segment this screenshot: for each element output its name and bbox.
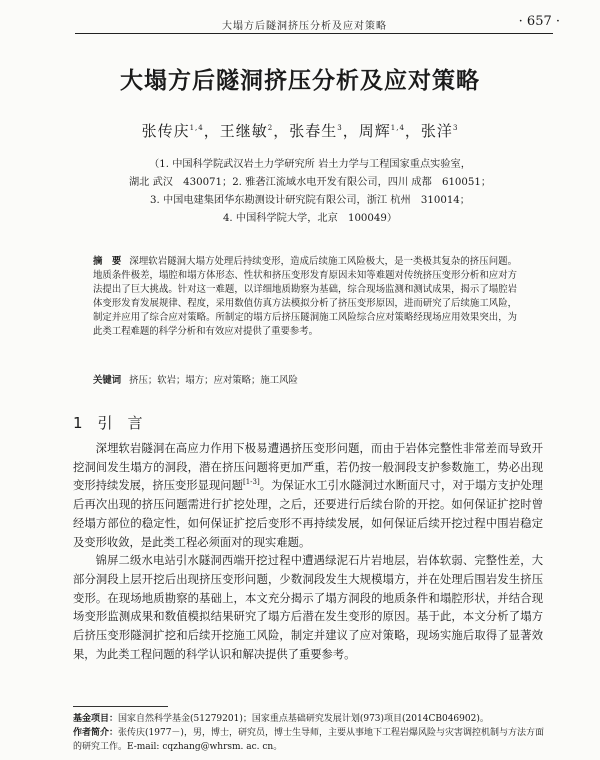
author-affil-sup: 1,4 <box>189 124 204 132</box>
abstract-label: 摘 要 <box>93 256 122 267</box>
abstract <box>93 255 517 339</box>
page-header <box>0 0 600 34</box>
paragraph <box>73 440 543 552</box>
keywords-text: 挤压；软岩；塌方；应对策略；施工风险 <box>129 375 298 386</box>
author-affil-sup: 1,4 <box>390 124 405 132</box>
footnotes <box>73 712 551 754</box>
author-list: 张传庆$^{1,4}$，王继敏$^2$，张春生$^3$，周辉$^{1,4}$，张洋$^3$ <box>141 122 459 140</box>
footnote-rule <box>73 706 168 707</box>
author-affil-sup: 2 <box>267 124 274 132</box>
footnote-funding <box>73 712 551 726</box>
running-title: 大塌方后隧洞挤压分析及应对策略 <box>222 21 387 32</box>
affiliation-line: （1. 中国科学院武汉岩土力学研究所 岩土力学与工程国家重点实验室， <box>149 159 471 170</box>
affiliation-line: 3. 中国电建集团华东勘测设计研究院有限公司，浙江 杭州 310014； <box>150 195 470 206</box>
citation: [1-3] <box>242 478 260 487</box>
author-affil-sup: 3 <box>337 124 343 132</box>
section-heading: 1 引 言 <box>73 414 143 432</box>
header-rule <box>75 33 553 34</box>
author-name: 王继敏 <box>219 122 268 140</box>
keywords <box>93 372 517 386</box>
author-name: 张春生 <box>289 122 338 140</box>
paragraph-text: 深埋软岩隧洞在高应力作用下极易遭遇挤压变形问题，而由于岩体完整性非常差而导致开挖洞间发生塌方的洞段，潜在挤压问题将更加严重，若仍按一般洞段支护参数施工，势必出现变形持续发展，挤压变形显现问题 <box>73 442 543 493</box>
paragraph: 锦屏二级水电站引水隧洞西端开挖过程中遭遇绿泥石片岩地层，岩体软弱、完整性差，大部分洞段上层开挖后出现挤压变形问题，少数洞段发生大规模塌方，并在处理后围岩发生挤压变形。在现场地质勘察的基础上，本文充分揭示了塌方洞段的地质条件和塌腔形状，并结合现场变形监测成果和数值模拟结果研究了塌方后潜在发生变形的原因。基于此，本文分析了塌方后挤压变形隧洞扩挖和后续开挖施工风险，制定并建议了应对策略，现场实施后取得了显著效果，为此类工程问题的科学认识和解决提供了重要参考。 <box>73 554 543 661</box>
footnote-text: 张传庆(1977－)，男，博士，研究员，博士生导师，主要从事地下工程岩爆风险与灾害调控机制与方法方面的研究工作。E-mail: cqzhang@whrsm. ac. cn。 <box>73 728 544 752</box>
keywords-label: 关键词 <box>93 375 122 386</box>
author-name: 张传庆 <box>141 122 190 140</box>
author-name: 张洋 <box>420 122 453 140</box>
paper-title: 大塌方后隧洞挤压分析及应对策略 <box>120 68 480 94</box>
footnote-label: 作者简介： <box>73 728 119 738</box>
paragraph-text: 。为保证水工引水隧洞过水断面尺寸，对于塌方支护处理后再次出现的挤压问题需进行扩挖处理，之后，还要进行后续台阶的开挖。如何保证扩挖时曾经塌方部位的稳定性，如何保证扩挖后变形不再持续发展，如何保证后续开挖过程中围岩稳定及变形收敛，是此类工程必须面对的现实难题。 <box>73 479 543 549</box>
abstract-text: 深埋软岩隧洞大塌方处理后持续变形，造成后续施工风险极大，是一类极其复杂的挤压问题。地质条件极差，塌腔和塌方体形态、性状和挤压变形发育原因未知等难题对传统挤压变形分析和应对方法提出了巨大挑战。针对这一难题，以详细地质勘察为基础，综合现场监测和测试成果，揭示了塌腔岩体变形发育发展规律、程度，采用数值仿真方法模拟分析了挤压变形原因，进而研究了后续施工风险，制定并应用了综合应对策略。所制定的塌方后挤压隧洞施工风险综合应对策略经现场应用效果突出，为此类工程难题的科学分析和有效应对提供了重要参考。 <box>93 256 517 337</box>
author-affil-sup: 3 <box>452 124 459 132</box>
footnote-author <box>73 726 551 754</box>
affiliation-line: 4. 中国科学院大学，北京 100049） <box>222 213 398 224</box>
body-text <box>73 440 543 664</box>
affiliation-line: 湖北 武汉 430071；2. 雅砻江流域水电开发有限公司，四川 成都 610051； <box>128 177 492 188</box>
footnote-text: 国家自然科学基金(51279201)；国家重点基础研究发展计划(973)项目(2014CB046902)。 <box>118 714 489 724</box>
author-name: 周辉 <box>358 122 391 140</box>
footnote-label: 基金项目： <box>73 714 119 724</box>
page-number: · 657 · <box>518 14 560 29</box>
